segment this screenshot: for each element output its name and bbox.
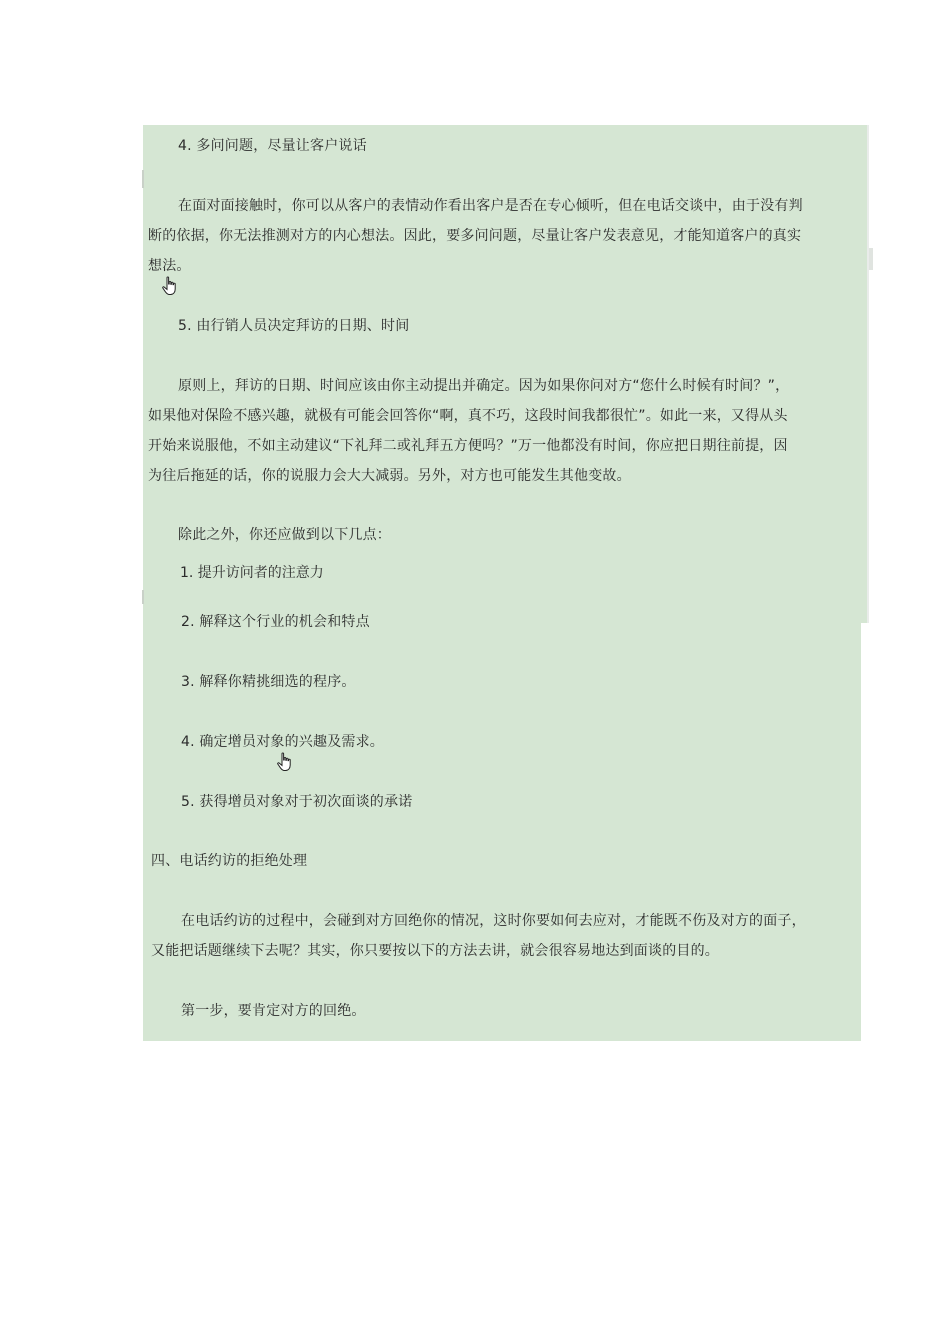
hand-cursor-icon: [276, 752, 294, 772]
paragraph-line: 开始来说服他，不如主动建议“下礼拜二或礼拜五方便吗？”万一他都没有时间，你应把日期往前提，因: [148, 438, 788, 454]
section-heading: 4. 多问问题，尽量让客户说话: [178, 138, 367, 154]
content-panel-bottom: [143, 598, 861, 1041]
paragraph-line: 如果他对保险不感兴趣，就极有可能会回答你“啊，真不巧，这段时间我都很忙”。如此一来，又得从头: [148, 408, 788, 424]
paragraph-line: 断的依据，你无法推测对方的内心想法。因此，要多问问题，尽量让客户发表意见，才能知道客户的真实: [148, 228, 802, 244]
besides-line: 除此之外，你还应做到以下几点：: [178, 527, 391, 543]
section-heading: 5. 由行销人员决定拜访的日期、时间: [178, 318, 410, 334]
paragraph-line: 在电话约访的过程中，会碰到对方回绝你的情况，这时你要如何去应对，才能既不伤及对方的面子，: [181, 913, 806, 929]
list-item: 2. 解释这个行业的机会和特点: [181, 614, 370, 630]
clipped-text: 1. 提升访问者的注意力: [180, 565, 324, 581]
paragraph-line: 为往后拖延的话，你的说服力会大大减弱。另外，对方也可能发生其他变故。: [148, 468, 631, 484]
paragraph-line: 在面对面接触时，你可以从客户的表情动作看出客户是否在专心倾听，但在电话交谈中，由于没有判: [178, 198, 803, 214]
paragraph-line: 原则上，拜访的日期、时间应该由你主动提出并确定。因为如果你问对方“您什么时候有时间？”，: [178, 378, 790, 394]
list-item: 5. 获得增员对象对于初次面谈的承诺: [181, 794, 413, 810]
paragraph-line: 想法。: [148, 258, 191, 274]
panel-left-tick: [142, 170, 144, 188]
clipped-text-line: [180, 565, 380, 590]
paragraph-line: 第一步，要肯定对方的回绝。: [181, 1003, 366, 1019]
scroll-edge-mark: [869, 248, 873, 270]
panel-left-tick: [142, 590, 144, 604]
list-item: 4. 确定增员对象的兴趣及需求。: [181, 734, 385, 750]
section-heading: 四、电话约访的拒绝处理: [151, 853, 308, 869]
panel-right-border: [867, 125, 869, 623]
hand-cursor-icon: [161, 276, 179, 296]
paragraph-line: 又能把话题继续下去呢？其实，你只要按以下的方法去讲，就会很容易地达到面谈的目的。: [151, 943, 719, 959]
list-item: 3. 解释你精挑细选的程序。: [181, 674, 356, 690]
